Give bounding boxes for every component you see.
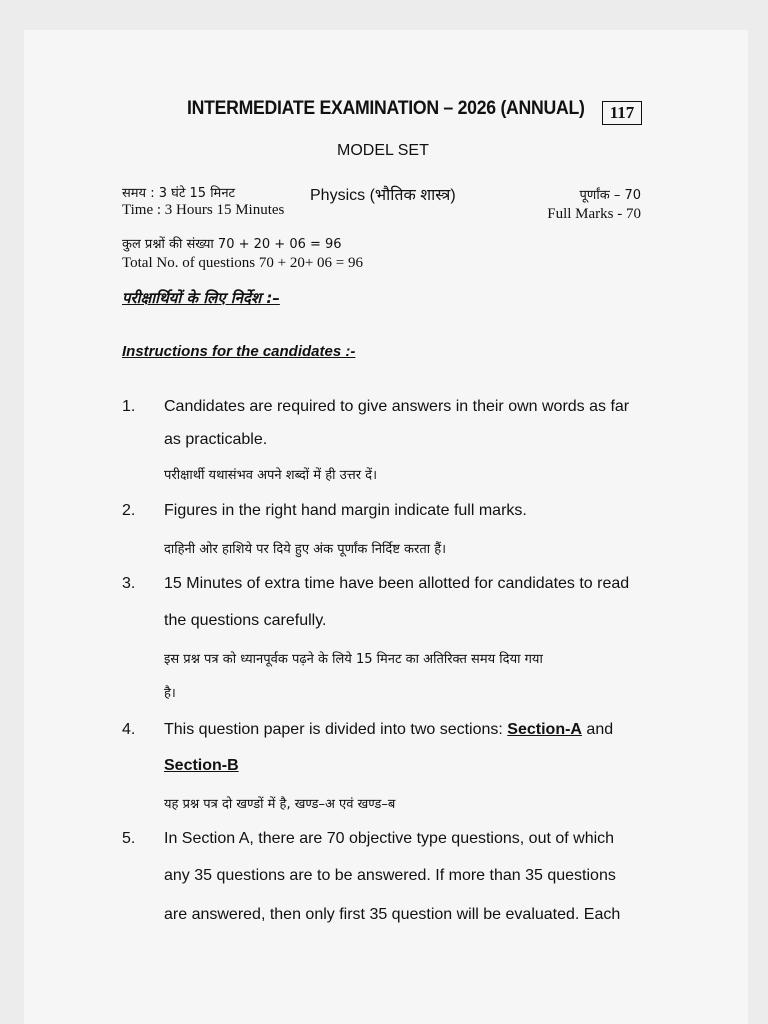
instruction-number: 3.: [122, 575, 136, 592]
instruction-number: 4.: [122, 721, 136, 738]
instructions-heading-hindi: परीक्षार्थियों के लिए निर्देश :–: [122, 289, 280, 307]
instruction-text-hindi: परीक्षार्थी यथासंभव अपने शब्दों में ही उत्तर दें।: [164, 468, 377, 483]
exam-subtitle: MODEL SET: [337, 142, 429, 159]
instruction-text: 15 Minutes of extra time have been allotted for candidates to read: [164, 575, 630, 592]
instructions-heading-english: Instructions for the candidates :-: [122, 343, 356, 360]
subject-label: Physics (भौतिक शास्त्र): [310, 187, 456, 204]
marks-english: Full Marks - 70: [547, 206, 641, 222]
instruction-number: 5.: [122, 830, 136, 847]
instruction-text: Figures in the right hand margin indicate full marks.: [164, 502, 527, 519]
instruction-number: 2.: [122, 502, 136, 519]
instruction-text-hindi: दाहिनी ओर हाशिये पर दिये हुए अंक पूर्णांक निर्दिष्ट करता हैं।: [164, 542, 447, 557]
instruction-text-part: This question paper is divided into two sections:: [164, 721, 508, 738]
paper-code-box: 117: [602, 101, 642, 125]
instruction-text: Candidates are required to give answers in their own words as far: [164, 398, 630, 415]
time-english: Time : 3 Hours 15 Minutes: [122, 202, 285, 218]
instruction-text-hindi: है।: [164, 686, 176, 701]
instruction-text: as practicable.: [164, 431, 268, 448]
time-hindi: समय : 3 घंटे 15 मिनट: [122, 186, 236, 201]
instruction-number: 1.: [122, 398, 136, 415]
marks-hindi: पूर्णांक – 70: [579, 188, 641, 203]
questions-count-hindi: कुल प्रश्नों की संख्या 70 + 20 + 06 = 96: [122, 237, 342, 252]
instruction-text-hindi: इस प्रश्न पत्र को ध्यानपूर्वक पढ़ने के लिये 15 मिनट का अतिरिक्त समय दिया गया: [164, 652, 543, 667]
exam-title: INTERMEDIATE EXAMINATION – 2026 (ANNUAL): [187, 98, 585, 119]
instruction-text: [164, 721, 613, 739]
instruction-text: any 35 questions are to be answered. If more than 35 questions: [164, 867, 616, 884]
section-a-label: Section-A: [507, 721, 582, 738]
section-b-label: Section-B: [164, 757, 239, 774]
instruction-text-part: and: [581, 721, 614, 738]
instruction-text: the questions carefully.: [164, 612, 327, 629]
instruction-text: In Section A, there are 70 objective type questions, out of which: [164, 830, 615, 847]
instruction-text-hindi: यह प्रश्न पत्र दो खण्डों में है, खण्ड–अ एवं खण्ड–ब: [164, 797, 396, 812]
questions-count-english: Total No. of questions 70 + 20+ 06 = 96: [122, 255, 363, 271]
instruction-text: are answered, then only first 35 question will be evaluated. Each: [164, 906, 621, 923]
